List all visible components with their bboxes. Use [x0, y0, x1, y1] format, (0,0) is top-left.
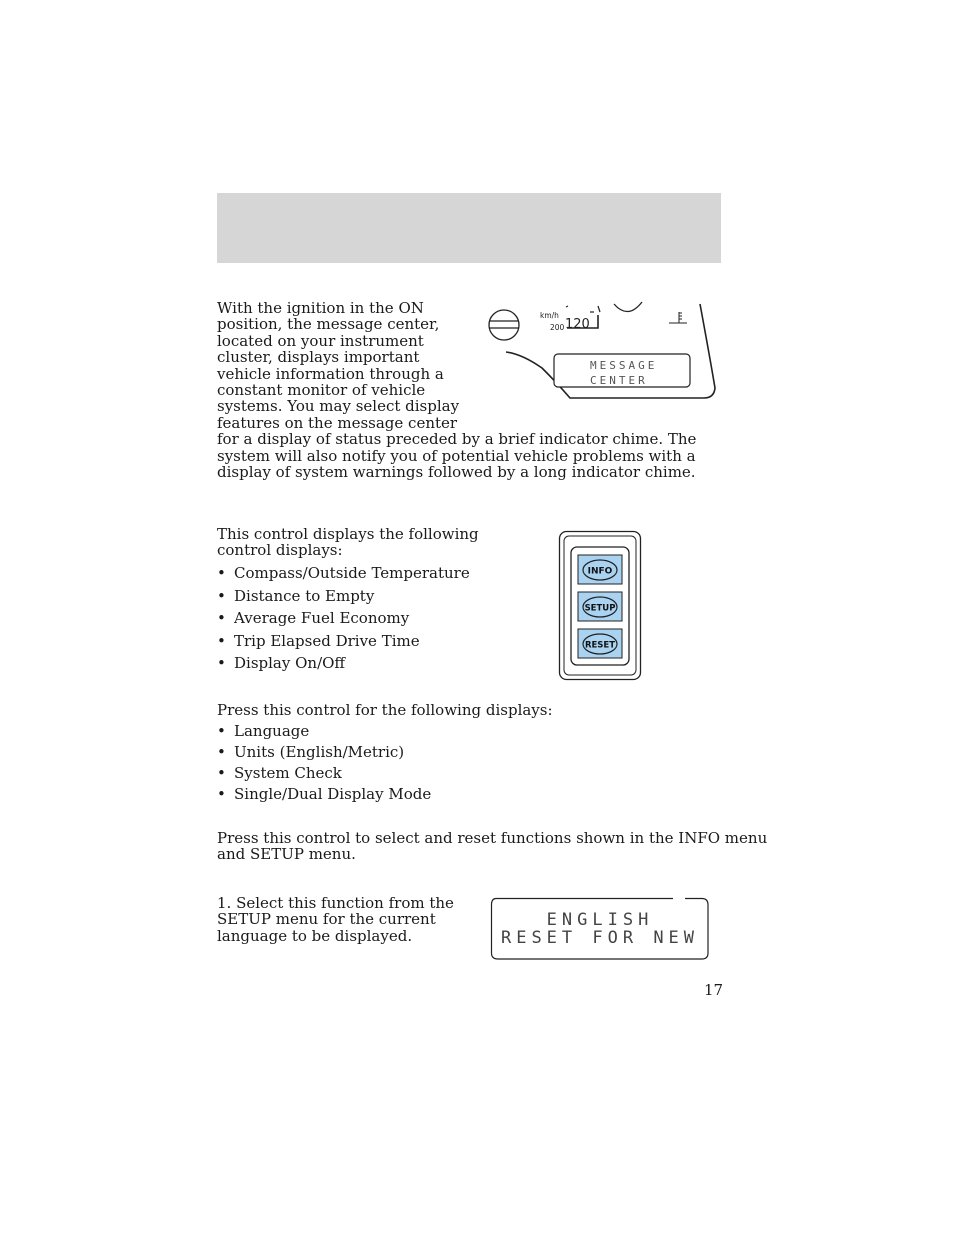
language-line1: 1. Select this function from the	[217, 894, 454, 912]
list-item: • Units (English/Metric)	[217, 743, 405, 761]
list-item: • Single/Dual Display Mode	[217, 785, 432, 803]
list-item: • Compass/Outside Temperature	[217, 564, 470, 582]
info-display-list	[217, 565, 470, 678]
list-item: • Display On/Off	[217, 654, 346, 673]
reset-line2: and SETUP menu.	[217, 845, 356, 864]
gauge-dial-icon	[489, 310, 519, 340]
list-item: • System Check	[217, 764, 342, 782]
section-header-bar	[217, 193, 721, 263]
control-buttons-figure	[558, 530, 642, 682]
language-line3: language to be displayed.	[217, 926, 413, 945]
instrument-cluster-figure	[482, 298, 722, 402]
info-intro-line2: control displays:	[217, 541, 343, 560]
speed-reading: 120	[565, 317, 590, 332]
list-item: • Language	[217, 722, 310, 740]
info-intro-line1: This control displays the following	[217, 525, 479, 543]
reset-line1: Press this control to select and reset functions shown in the INFO menu	[217, 829, 768, 847]
temperature-icon	[669, 312, 687, 323]
speed-small: 200	[550, 323, 565, 332]
speed-unit: km/h	[540, 311, 559, 320]
list-item: • Distance to Empty	[217, 586, 375, 605]
setup-button-label: SETUP	[584, 603, 616, 614]
list-item: • Trip Elapsed Drive Time	[217, 631, 420, 650]
reset-button-label: RESET	[584, 640, 616, 651]
setup-intro: Press this control for the following displays:	[217, 701, 553, 719]
reset-paragraph	[217, 830, 767, 863]
language-display-figure	[490, 897, 711, 961]
page-number: 17	[704, 981, 724, 999]
language-line2: SETUP menu for the current	[217, 910, 436, 929]
info-button-label: INFO	[587, 566, 613, 577]
message-line-2: CENTER	[590, 374, 648, 387]
language-paragraph	[217, 895, 454, 944]
setup-display-list	[217, 723, 431, 807]
intro-text: With the ignition in the ON position, the message center, located on your instrument cluster, displays important vehicle information through a constant monitor of vehicle systems. You may select display features on the message center for a display of status preceded by a brief indicator chime. The system will also notify you of potential vehicle problems with a display of system warnings followed by a long indicator chime.	[217, 299, 697, 482]
language-display-line1: ENGLISH	[546, 910, 654, 930]
info-intro	[217, 526, 479, 559]
language-display-line2: RESET FOR NEW	[500, 928, 700, 948]
message-line-1: MESSAGE	[590, 359, 658, 372]
list-item: • Average Fuel Economy	[217, 609, 410, 628]
